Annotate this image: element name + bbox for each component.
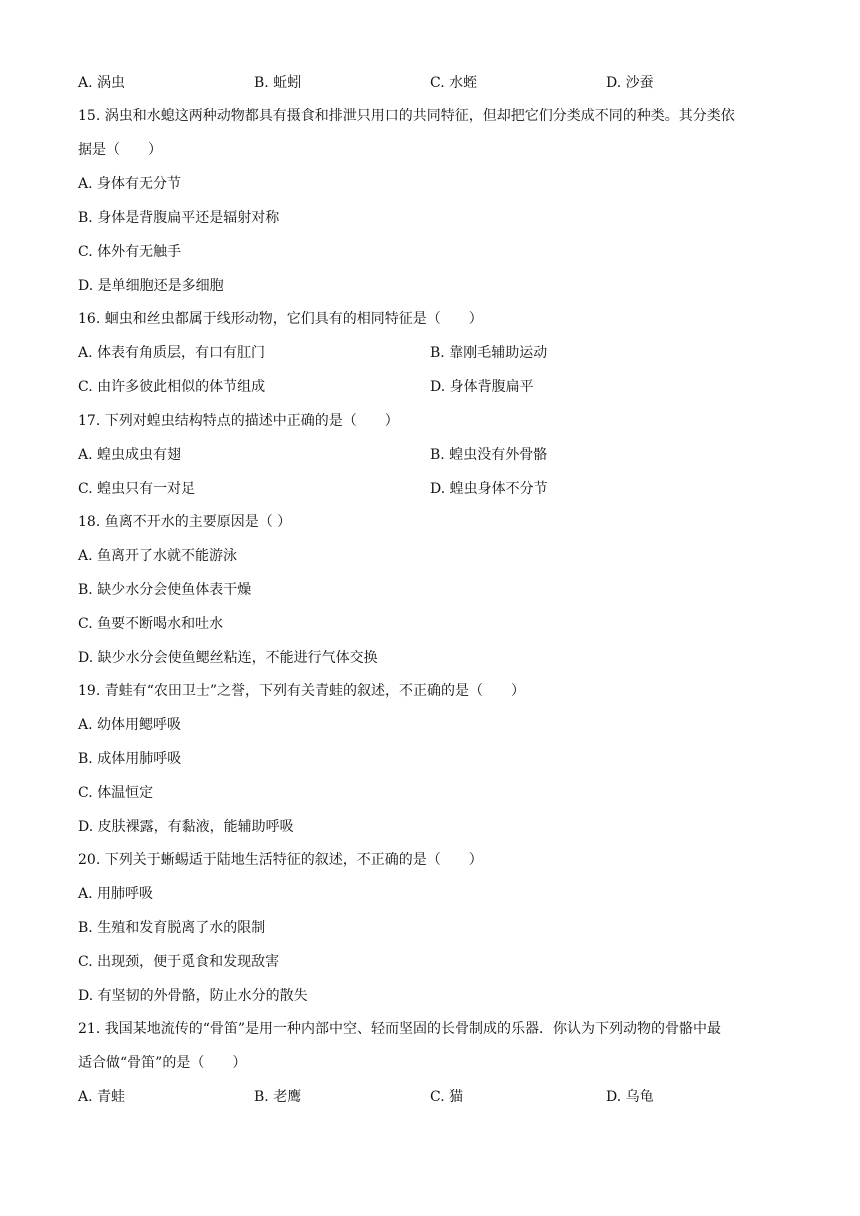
q21-option-b: B. 老鹰 [254,1089,302,1105]
q14-option-c: C. 水蛭 [430,75,478,91]
q15-stem-line1: 15. 涡虫和水螅这两种动物都具有摄食和排泄只用口的共同特征，但却把它们分类成不同的种类。其分类依 [78,108,735,124]
q14-option-b: B. 蚯蚓 [254,75,302,91]
q15-option-a: A. 身体有无分节 [78,176,182,192]
q15-stem-line2: 据是（ ） [78,142,162,158]
q21-stem-line1: 21. 我国某地流传的“骨笛”是用一种内部中空、轻而坚固的长骨制成的乐器．你认为下列动物的骨骼中最 [78,1021,722,1037]
q17-option-a: A. 蝗虫成虫有翅 [78,447,182,463]
q18-stem: 18. 鱼离不开水的主要原因是（ ） [78,514,292,530]
q20-option-c: C. 出现颈，便于觅食和发现敌害 [78,954,280,970]
q17-stem: 17. 下列对蝗虫结构特点的描述中正确的是（ ） [78,413,399,429]
q18-option-b: B. 缺少水分会使鱼体表干燥 [78,582,252,598]
q21-option-d: D. 乌龟 [606,1089,654,1105]
q16-options-row2 [78,377,798,397]
q20-option-b: B. 生殖和发育脱离了水的限制 [78,920,266,936]
q21-option-c: C. 猫 [430,1089,464,1105]
q16-options-row1 [78,343,798,363]
q15-option-d: D. 是单细胞还是多细胞 [78,278,224,294]
q17-option-b: B. 蝗虫没有外骨骼 [430,447,548,463]
q21-options [78,1087,798,1107]
q14-option-a: A. 涡虫 [78,75,126,91]
q19-stem: 19. 青蛙有“农田卫士”之誉，下列有关青蛙的叙述，不正确的是（ ） [78,683,526,699]
q14-option-d: D. 沙蚕 [606,75,654,91]
q20-option-a: A. 用肺呼吸 [78,886,154,902]
q19-option-a: A. 幼体用鳃呼吸 [78,717,182,733]
q21-stem-line2: 适合做“骨笛”的是（ ） [78,1055,247,1071]
q15-option-c: C. 体外有无触手 [78,244,182,260]
q18-option-a: A. 鱼离开了水就不能游泳 [78,548,238,564]
q16-stem: 16. 蛔虫和丝虫都属于线形动物，它们具有的相同特征是（ ） [78,311,483,327]
q18-option-c: C. 鱼要不断喝水和吐水 [78,616,224,632]
q20-stem: 20. 下列关于蜥蜴适于陆地生活特征的叙述，不正确的是（ ） [78,852,483,868]
q16-option-b: B. 靠刚毛辅助运动 [430,345,548,361]
q16-option-c: C. 由许多彼此相似的体节组成 [78,379,266,395]
q14-options [78,73,798,93]
q15-option-b: B. 身体是背腹扁平还是辐射对称 [78,210,280,226]
q17-options-row2 [78,479,798,499]
q19-option-c: C. 体温恒定 [78,785,154,801]
q19-option-b: B. 成体用肺呼吸 [78,751,182,767]
q16-option-d: D. 身体背腹扁平 [430,379,534,395]
q19-option-d: D. 皮肤裸露，有黏液，能辅助呼吸 [78,819,294,835]
q20-option-d: D. 有坚韧的外骨骼，防止水分的散失 [78,988,308,1004]
q17-options-row1 [78,445,798,465]
q16-option-a: A. 体表有角质层，有口有肛门 [78,345,266,361]
q17-option-d: D. 蝗虫身体不分节 [430,481,548,497]
q21-option-a: A. 青蛙 [78,1089,126,1105]
q17-option-c: C. 蝗虫只有一对足 [78,481,196,497]
q18-option-d: D. 缺少水分会使鱼鳃丝粘连，不能进行气体交换 [78,650,378,666]
